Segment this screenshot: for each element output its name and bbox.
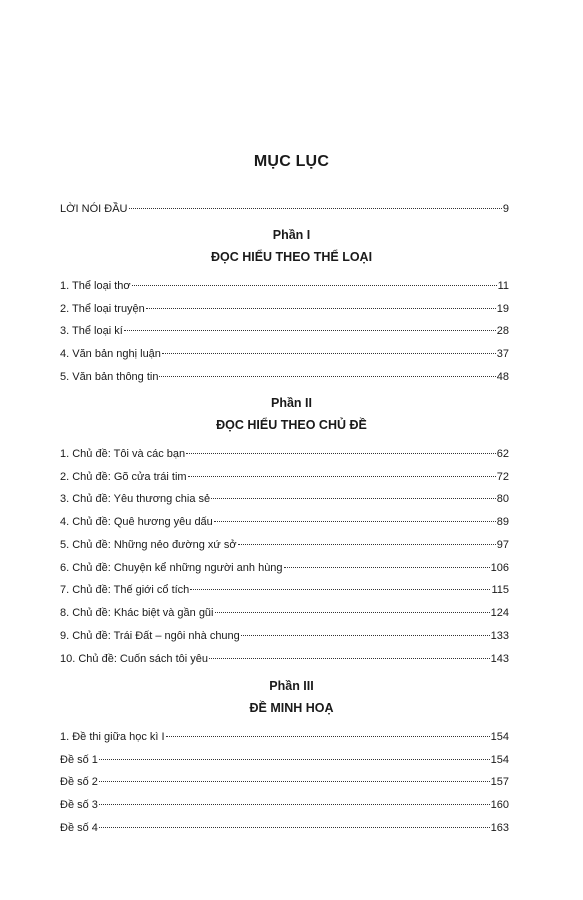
toc-entry (60, 324, 509, 338)
toc-entry-label: 5. Chủ đề: Những nẻo đường xứ sở (60, 539, 237, 551)
toc-entry-label: 5. Văn bản thông tin (60, 371, 159, 383)
toc-entry-page: 11 (497, 280, 509, 292)
leader-dots (284, 567, 490, 568)
toc-entry-label: 2. Thể loại truyện (60, 303, 145, 315)
toc-entry-label: 1. Thể loại thơ (60, 280, 131, 292)
toc-entry-page: 115 (491, 584, 509, 596)
toc-entry-page: 143 (490, 653, 509, 665)
toc-entry-page: 80 (496, 493, 509, 505)
toc-entry (60, 302, 509, 316)
leader-dots (238, 544, 496, 545)
toc-entry-label: 7. Chủ đề: Thế giới cổ tích (60, 584, 190, 596)
toc-entry-label: Đề số 3 (60, 799, 98, 811)
leader-dots (214, 521, 496, 522)
toc-entry-page: 154 (490, 731, 509, 743)
leader-dots (166, 736, 490, 737)
toc-entry-label: 3. Chủ đề: Yêu thương chia sẻ (60, 493, 211, 505)
leader-dots (146, 308, 496, 309)
leader-dots (132, 285, 497, 286)
toc-entry-label: LỜI NÓI ĐẦU (60, 203, 128, 215)
toc-entry (60, 753, 509, 767)
toc-entry-label: 8. Chủ đề: Khác biệt và gần gũi (60, 607, 214, 619)
toc-entry-label: 4. Văn bản nghị luận (60, 348, 161, 360)
part-1-heading: ĐỌC HIỂU THEO THỂ LOẠI (210, 250, 373, 264)
toc-entry-page: 163 (490, 822, 509, 834)
toc-entry-page: 89 (496, 516, 509, 528)
part-3-heading: ĐỀ MINH HOẠ (249, 701, 334, 715)
toc-entry (60, 538, 509, 552)
toc-entry (60, 370, 509, 384)
toc-entry (60, 470, 509, 484)
toc-entry-label: 1. Đề thi giữa học kì I (60, 731, 165, 743)
part-3-label: Phần III (269, 679, 314, 693)
leader-dots (99, 804, 490, 805)
toc-entry-page: 9 (502, 203, 509, 215)
leader-dots (99, 781, 490, 782)
leader-dots (99, 759, 490, 760)
toc-entry-label: 9. Chủ đề: Trái Đất – ngôi nhà chung (60, 630, 240, 642)
toc-entry (60, 775, 509, 789)
toc-entry (60, 798, 509, 812)
toc-entry (60, 561, 509, 575)
toc-title: MỤC LỤC (253, 153, 330, 170)
toc-entry-label: 2. Chủ đề: Gõ cửa trái tim (60, 471, 187, 483)
toc-entry (60, 583, 509, 597)
toc-entry (60, 492, 509, 506)
toc-entry-page: 37 (496, 348, 509, 360)
toc-entry-label: Đề số 2 (60, 776, 98, 788)
leader-dots (129, 208, 502, 209)
toc-entry-label: 10. Chủ đề: Cuốn sách tôi yêu (60, 653, 208, 665)
leader-dots (190, 589, 490, 590)
toc-entry-label: 1. Chủ đề: Tôi và các bạn (60, 448, 186, 460)
toc-entry-page: 72 (496, 471, 509, 483)
toc-entry-label: Đề số 4 (60, 822, 98, 834)
toc-entry-page: 62 (496, 448, 509, 460)
toc-entry-label: 6. Chủ đề: Chuyện kể những người anh hùng (60, 562, 283, 574)
toc-entry (60, 515, 509, 529)
leader-dots (162, 353, 496, 354)
toc-entry-label: Đề số 1 (60, 754, 98, 766)
toc-entry (60, 606, 509, 620)
toc-entry (60, 347, 509, 361)
leader-dots (99, 827, 490, 828)
leader-dots (159, 376, 495, 377)
toc-entry-page: 157 (490, 776, 509, 788)
toc-entry (60, 629, 509, 643)
toc-entry-page: 28 (496, 325, 509, 337)
toc-entry-page: 160 (490, 799, 509, 811)
leader-dots (241, 635, 490, 636)
toc-entry (60, 447, 509, 461)
toc-entry-preface (60, 202, 509, 216)
leader-dots (124, 330, 496, 331)
toc-entry-page: 154 (490, 754, 509, 766)
toc-entry-label: 3. Thể loại kí (60, 325, 123, 337)
part-2-label: Phần II (271, 396, 312, 410)
toc-entry-page: 124 (490, 607, 509, 619)
toc-entry-page: 97 (496, 539, 509, 551)
toc-entry-label: 4. Chủ đề: Quê hương yêu dấu (60, 516, 213, 528)
part-2-heading: ĐỌC HIỂU THEO CHỦ ĐỀ (216, 418, 367, 432)
toc-entry-page: 133 (490, 630, 509, 642)
toc-entry-page: 48 (496, 371, 509, 383)
leader-dots (188, 476, 496, 477)
toc-entry (60, 730, 509, 744)
toc-entry (60, 821, 509, 835)
leader-dots (211, 498, 496, 499)
leader-dots (215, 612, 490, 613)
toc-entry (60, 652, 509, 666)
toc-entry (60, 279, 509, 293)
leader-dots (209, 658, 490, 659)
toc-entry-page: 19 (496, 303, 509, 315)
toc-entry-page: 106 (490, 562, 509, 574)
leader-dots (186, 453, 496, 454)
part-1-label: Phần I (272, 228, 311, 242)
